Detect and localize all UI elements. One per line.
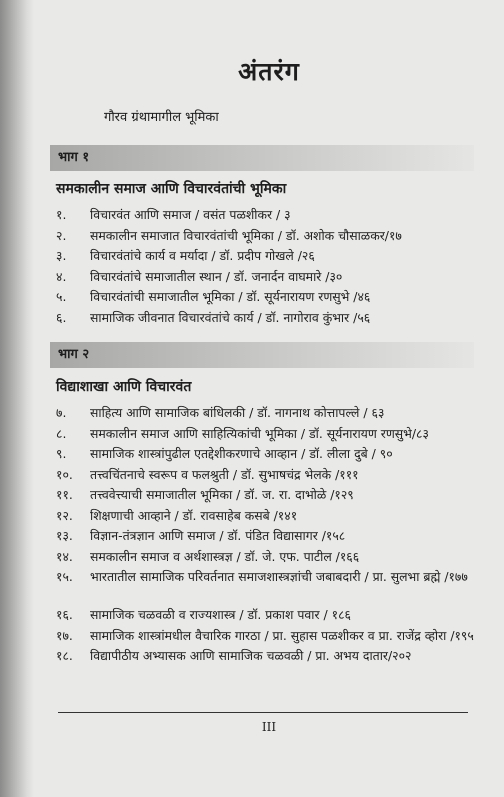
entry-number: ५.: [56, 289, 67, 304]
preface-entry: गौरव ग्रंथामागील भूमिका: [104, 110, 219, 125]
entry-text: सामाजिक चळवळी व राज्यशास्त्र / डॉ. प्रकाश पवार / १८६: [90, 607, 351, 622]
entry-number: ३.: [56, 248, 67, 263]
toc-entry: [56, 267, 486, 288]
entry-number: १७.: [56, 627, 73, 643]
entry-number: २.: [56, 227, 67, 243]
entry-text: तत्त्वचिंतनाचे स्वरूप व फलश्रुती / डॉ. सुभाषचंद्र भेलके /१११: [90, 466, 359, 482]
entry-text: समकालीन समाज आणि साहित्यिकांची भूमिका / डॉ. सूर्यनारायण रणसुभे/८३: [90, 425, 429, 441]
entry-number: ९.: [56, 446, 67, 461]
toc-entry: [56, 526, 486, 547]
entry-text: विज्ञान-तंत्रज्ञान आणि समाज / डॉ. पंडित विद्यासागर /१५८: [90, 528, 346, 543]
entry-number: १२.: [56, 507, 73, 523]
entry-number: १५.: [56, 569, 73, 584]
entry-number: ८.: [56, 425, 67, 441]
toc-entry: [56, 444, 486, 465]
entry-number: १.: [56, 207, 67, 222]
entry-number: १४.: [56, 548, 73, 564]
toc-entry: [56, 287, 486, 308]
toc-entry: [56, 646, 486, 667]
entry-text: साहित्य आणि सामाजिक बांधिलकी / डॉ. नागनाथ कोत्तापल्ले / ६३: [90, 405, 385, 420]
entry-number: १८.: [56, 648, 73, 663]
entry-text: विद्यापीठीय अभ्यासक आणि सामाजिक चळवळी / प्रा. अभय दातार/२०२: [90, 648, 412, 663]
entry-text: विचारवंत आणि समाज / वसंत पळशीकर / ३: [90, 207, 291, 222]
entry-text: सामाजिक जीवनात विचारवंतांचे कार्य / डॉ. नागोराव कुंभार /५६: [90, 309, 371, 325]
part-1-entries: [56, 205, 486, 328]
toc-entry: [56, 605, 486, 626]
toc-entry: [56, 465, 486, 486]
toc-entry: [56, 205, 486, 226]
entry-number: १३.: [56, 528, 73, 543]
page-number: III: [261, 720, 277, 734]
entry-text: समकालीन समाज व अर्थशास्त्रज्ञ / डॉ. जे. एफ. पाटील /१६६: [90, 548, 360, 564]
entry-text: विचारवंतांचे समाजातील स्थान / डॉ. जनार्दन वाघमारे /३०: [90, 268, 343, 284]
entry-text: सामाजिक शास्त्रांमधील वैचारिक गारठा / प्रा. सुहास पळशीकर व प्रा. राजेंद्र व्होरा /१९५: [90, 627, 474, 643]
toc-entry: [56, 246, 486, 267]
entry-text: विचारवंतांची समाजातील भूमिका / डॉ. सूर्यनारायण रणसुभे /४६: [90, 289, 371, 304]
toc-entry: [56, 567, 486, 605]
toc-entry: [56, 506, 486, 527]
entry-number: ६.: [56, 309, 67, 325]
toc-entry: [56, 547, 486, 568]
entry-number: १६.: [56, 607, 73, 622]
entry-number: १०.: [56, 466, 73, 482]
contents-page: [34, 0, 504, 797]
toc-entry: [56, 485, 486, 506]
part-1-header: भाग १: [50, 145, 474, 171]
entry-number: ११.: [56, 487, 73, 502]
part-1-section-title: समकालीन समाज आणि विचारवंतांची भूमिका: [56, 181, 287, 197]
entry-text: समकालीन समाजात विचारवंतांची भूमिका / डॉ. अशोक चौसाळकर/१७: [90, 227, 402, 243]
toc-entry: [56, 226, 486, 247]
toc-entry: [56, 308, 486, 329]
entry-text: सामाजिक शास्त्रांपुढील एतद्देशीकरणाचे आव्हान / डॉ. लीला दुबे / ९०: [90, 446, 393, 461]
entry-number: ४.: [56, 268, 67, 284]
entry-text: शिक्षणाची आव्हाने / डॉ. रावसाहेब कसबे /१४१: [90, 507, 298, 523]
entry-number: ७.: [56, 405, 67, 420]
entry-text: विचारवंतांचे कार्य व मर्यादा / डॉ. प्रदीप गोखले /२६: [90, 248, 315, 263]
toc-entry: [56, 403, 486, 424]
part-2-entries: [56, 403, 486, 667]
entry-text: तत्त्ववेत्त्याची समाजातील भूमिका / डॉ. ज. रा. दाभोळे /१२९: [90, 487, 354, 502]
toc-entry: [56, 626, 486, 647]
footer-divider: [58, 712, 468, 713]
page-title: अंतरंग: [238, 57, 300, 86]
toc-entry: [56, 424, 486, 445]
book-gutter-shadow: [0, 0, 34, 797]
part-2-header: भाग २: [50, 342, 474, 368]
part-2-section-title: विद्याशाखा आणि विचारवंत: [56, 379, 192, 395]
entry-text: भारतातील सामाजिक परिवर्तनात समाजशास्त्रज्ञांची जबाबदारी / प्रा. सुलभा ब्रह्मे /१७७: [90, 569, 468, 584]
